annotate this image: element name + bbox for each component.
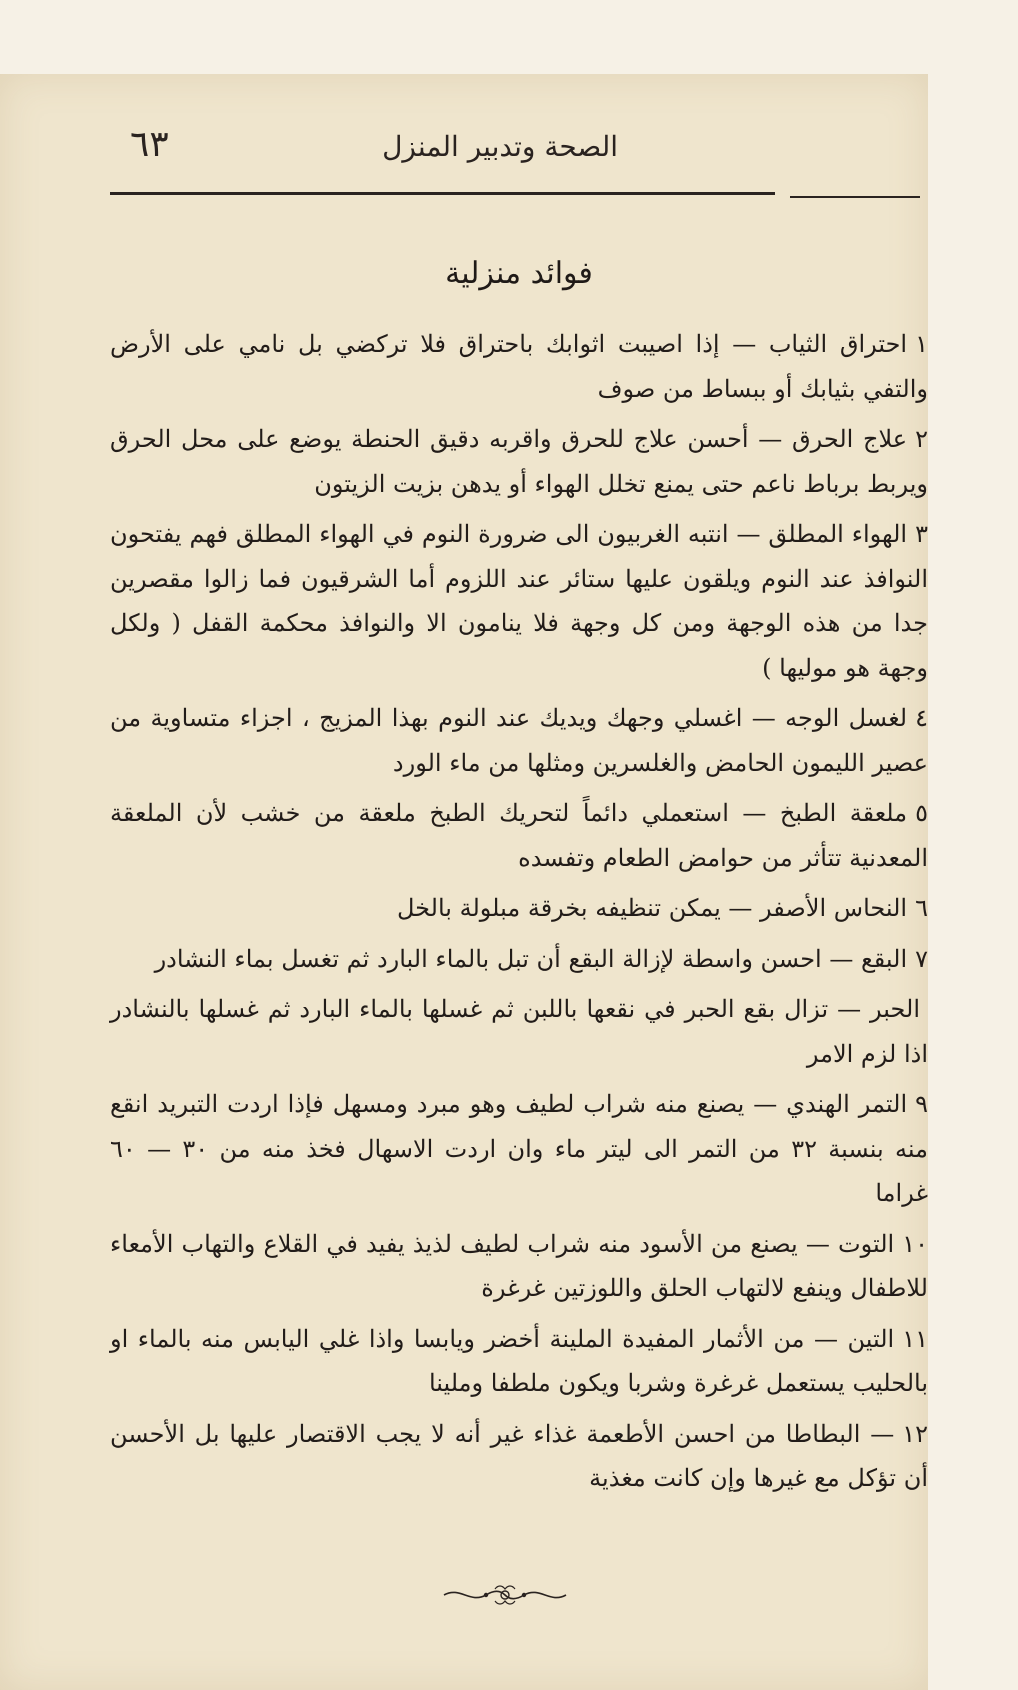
entry-text: الهواء المطلق — انتبه الغربيون الى ضرورة النوم في الهواء المطلق فهم يفتحون النوافذ عند النوم ويلقون عليها ستائر عند اللزوم أما الشرقيون فما زالوا مقصرين جدا من هذه الوجهة ومن كل وجهة فلا ينامون الا والنوافذ محكمة القفل ( ولكل وجهة هو موليها )	[110, 520, 928, 682]
list-item	[110, 696, 928, 785]
entries-list	[110, 322, 928, 1507]
list-item	[110, 322, 928, 411]
entry-number: ٢	[915, 425, 928, 453]
entry-text: علاج الحرق — أحسن علاج للحرق واقربه دقيق الحنطة يوضع على محل الحرق ويربط برباط ناعم حتى يمنع تخلل الهواء أو يدهن بزيت الزيتون	[110, 425, 928, 498]
list-item	[110, 1222, 928, 1311]
entry-number: ١٠	[902, 1229, 928, 1258]
running-title: الصحة وتدبير المنزل	[382, 130, 618, 163]
entry-number: ١١	[902, 1324, 928, 1353]
header-rule	[110, 192, 775, 195]
page-number: ٦٣	[130, 124, 169, 165]
section-title: فوائد منزلية	[445, 256, 593, 291]
entry-text: ملعقة الطبخ — استعملي دائماً لتحريك الطبخ ملعقة من خشب لأن الملعقة المعدنية تتأثر من حوامض الطعام وتفسده	[110, 799, 928, 872]
entry-text: التوت — يصنع من الأسود منه شراب لطيف لذيذ يفيد في القلاع والتهاب الأمعاء للاطفال وينفع لالتهاب الحلق واللوزتين غرغرة	[110, 1229, 928, 1302]
list-item	[110, 1317, 928, 1406]
entry-text: التمر الهندي — يصنع منه شراب لطيف وهو مبرد ومسهل فإذا اردت التبريد انقع منه بنسبة ٣٢ من التمر الى ليتر ماء وان اردت الاسهال فخذ منه من ٣٠ — ٦٠ غراما	[110, 1090, 928, 1207]
list-item	[110, 512, 928, 690]
entry-number: ٧	[915, 944, 928, 973]
entry-number: ٩	[915, 1090, 928, 1118]
entry-number: ١	[915, 330, 928, 358]
entry-text: النحاس الأصفر — يمكن تنظيفه بخرقة مبلولة بالخل	[396, 894, 908, 922]
entry-number: ٥	[915, 799, 928, 827]
entry-text: التين — من الأثمار المفيدة الملينة أخضر ويابسا واذا غلي اليابس منه بالماء او بالحليب يستعمل غرغرة وشربا ويكون ملطفا وملينا	[110, 1324, 928, 1397]
list-item	[110, 1412, 928, 1501]
list-item	[110, 886, 928, 931]
entry-text: احتراق الثياب — إذا اصيبت اثوابك باحتراق فلا تركضي بل نامي على الأرض والتفي بثيابك أو ببساط من صوف	[110, 330, 928, 403]
entry-number: ٤	[915, 704, 928, 732]
floral-ornament-icon	[440, 1582, 570, 1608]
entry-text: لغسل الوجه — اغسلي وجهك ويديك عند النوم بهذا المزيج ، اجزاء متساوية من عصير الليمون الحامض والغلسرين ومثلها من ماء الورد	[110, 704, 928, 777]
entry-text: الحبر — تزال بقع الحبر في نقعها باللبن ثم غسلها بالماء البارد ثم غسلها بالنشادر اذا لزم الامر	[110, 995, 928, 1068]
entry-number: ٦	[915, 894, 928, 922]
list-item	[110, 987, 928, 1076]
entry-text: — البطاطا من احسن الأطعمة غذاء غير أنه لا يجب الاقتصار عليها بل الأحسن أن تؤكل مع غيرها وإن كانت مغذية	[110, 1419, 928, 1492]
book-page	[0, 74, 928, 1690]
entry-text: البقع — احسن واسطة لإزالة البقع أن تبل بالماء البارد ثم تغسل بماء النشادر	[154, 944, 908, 973]
header-rule-short	[790, 196, 920, 198]
list-item	[110, 417, 928, 506]
entry-number: ٣	[915, 520, 928, 548]
list-item	[110, 937, 928, 982]
list-item	[110, 1082, 928, 1216]
list-item	[110, 791, 928, 880]
entry-number: ١٢	[902, 1419, 928, 1448]
page-header	[110, 124, 928, 190]
